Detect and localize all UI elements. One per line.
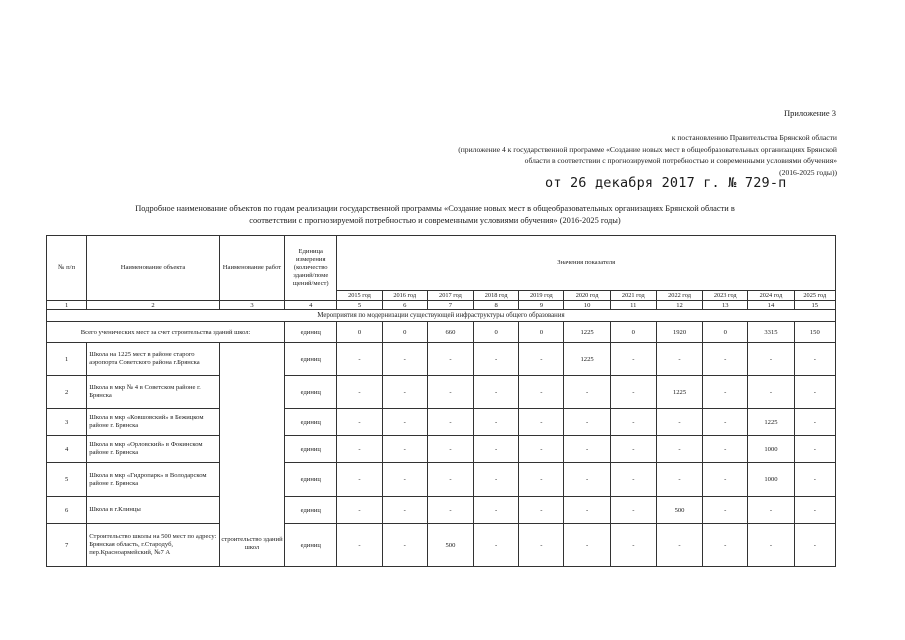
- table-row: [47, 497, 836, 524]
- value-cell: -: [610, 343, 656, 376]
- total-value: 1920: [656, 322, 702, 343]
- value-cell: -: [703, 463, 748, 497]
- column-number: 10: [564, 301, 610, 310]
- column-number: 3: [219, 301, 284, 310]
- total-value: 0: [610, 322, 656, 343]
- value-cell: -: [656, 436, 702, 463]
- title-line: соответствии с прогнозируемой потребностью и современными условиями обучения» (2016-2025 годы): [249, 215, 621, 225]
- header-row: [47, 236, 836, 291]
- object-name: Школа в мкр «Орловский» в Фокинском районе г. Брянска: [87, 436, 220, 463]
- value-cell: -: [337, 376, 382, 409]
- year-header: 2016 год: [382, 291, 427, 301]
- value-cell: -: [794, 436, 835, 463]
- works-name-merged: строительство зданий школ: [219, 343, 284, 567]
- value-cell: -: [427, 436, 473, 463]
- object-name: Школа в мкр «Ковшовский» в Бежицком районе г. Брянска: [87, 409, 220, 436]
- year-header: 2020 год: [564, 291, 610, 301]
- table-row: [47, 524, 836, 567]
- value-cell: -: [337, 497, 382, 524]
- value-cell: -: [703, 343, 748, 376]
- value-cell: -: [564, 409, 610, 436]
- value-cell: -: [748, 497, 794, 524]
- year-header: 2025 год: [794, 291, 835, 301]
- value-cell: -: [564, 524, 610, 567]
- value-cell: -: [794, 463, 835, 497]
- total-value: 0: [474, 322, 519, 343]
- table-row: [47, 376, 836, 409]
- row-number: 2: [47, 376, 87, 409]
- value-cell: -: [337, 343, 382, 376]
- column-number: 15: [794, 301, 835, 310]
- value-cell: -: [474, 436, 519, 463]
- value-cell: -: [748, 343, 794, 376]
- value-cell: -: [656, 409, 702, 436]
- value-cell: -: [382, 376, 427, 409]
- value-cell: -: [382, 343, 427, 376]
- unit-cell: единиц: [285, 343, 337, 376]
- value-cell: 1225: [564, 343, 610, 376]
- value-cell: -: [382, 409, 427, 436]
- value-cell: -: [794, 376, 835, 409]
- decree-date-stamp: от 26 декабря 2017 г. № 729-п: [545, 175, 787, 191]
- value-cell: -: [748, 376, 794, 409]
- value-cell: -: [519, 497, 564, 524]
- value-cell: -: [610, 436, 656, 463]
- value-cell: -: [382, 436, 427, 463]
- column-number: 13: [703, 301, 748, 310]
- value-cell: -: [474, 497, 519, 524]
- value-cell: -: [474, 409, 519, 436]
- row-number: 7: [47, 524, 87, 567]
- value-cell: -: [703, 436, 748, 463]
- objects-table: [46, 235, 836, 567]
- object-name: Строительство школы на 500 мест по адресу: Брянская область, г.Стародуб, пер.Красноармейский, №7 А: [87, 524, 220, 567]
- unit-cell: единиц: [285, 436, 337, 463]
- document-title: [40, 203, 830, 226]
- year-header: 2024 год: [748, 291, 794, 301]
- resolution-reference: [357, 132, 837, 178]
- header-num: № п/п: [47, 236, 87, 301]
- object-name: Школа в мкр «Гидропарк» в Володарском районе г. Брянска: [87, 463, 220, 497]
- value-cell: -: [794, 409, 835, 436]
- value-cell: -: [427, 409, 473, 436]
- resolution-line: области в соответствии с прогнозируемой потребностью и современными условиями обучения»: [524, 156, 837, 165]
- value-cell: -: [656, 463, 702, 497]
- value-cell: -: [519, 376, 564, 409]
- column-number: 11: [610, 301, 656, 310]
- value-cell: -: [382, 463, 427, 497]
- total-unit: единиц: [285, 322, 337, 343]
- resolution-line: (приложение 4 к государственной программе «Создание новых мест в общеобразовательных организациях Брянской: [458, 144, 837, 154]
- value-cell: -: [337, 524, 382, 567]
- value-cell: -: [610, 376, 656, 409]
- header-values: Значения показателя: [337, 236, 836, 291]
- value-cell: -: [610, 463, 656, 497]
- unit-cell: единиц: [285, 376, 337, 409]
- total-label: Всего ученических мест за счет строительства зданий школ:: [47, 322, 285, 343]
- resolution-line: (2016-2025 годы)): [779, 167, 837, 177]
- value-cell: -: [564, 376, 610, 409]
- value-cell: -: [427, 463, 473, 497]
- value-cell: -: [564, 497, 610, 524]
- row-number: 1: [47, 343, 87, 376]
- value-cell: -: [656, 343, 702, 376]
- year-header: 2023 год: [703, 291, 748, 301]
- total-row: [47, 322, 836, 343]
- header-works: Наименование работ: [219, 236, 284, 301]
- value-cell: -: [519, 436, 564, 463]
- value-cell: 1225: [748, 409, 794, 436]
- total-value: 0: [337, 322, 382, 343]
- table-row: [47, 343, 836, 376]
- value-cell: -: [337, 436, 382, 463]
- value-cell: -: [703, 409, 748, 436]
- value-cell: -: [519, 463, 564, 497]
- column-number: 1: [47, 301, 87, 310]
- unit-cell: единиц: [285, 497, 337, 524]
- section-title: Мероприятия по модернизации существующей инфраструктуры общего образования: [47, 310, 836, 322]
- header-unit: Единица измерения (количество зданий/поме щений/мест): [285, 236, 337, 301]
- row-number: 5: [47, 463, 87, 497]
- total-value: 150: [794, 322, 835, 343]
- row-number: 6: [47, 497, 87, 524]
- year-header: 2019 год: [519, 291, 564, 301]
- section-row: [47, 310, 836, 322]
- value-cell: -: [794, 497, 835, 524]
- value-cell: -: [519, 409, 564, 436]
- column-number-row: [47, 301, 836, 310]
- value-cell: -: [474, 376, 519, 409]
- value-cell: -: [337, 409, 382, 436]
- header-object: Наименование объекта: [87, 236, 220, 301]
- object-name: Школа на 1225 мест в районе старого аэропорта Советского района г.Брянска: [87, 343, 220, 376]
- value-cell: -: [703, 524, 748, 567]
- table-row: [47, 436, 836, 463]
- unit-cell: единиц: [285, 409, 337, 436]
- column-number: 14: [748, 301, 794, 310]
- table-row: [47, 463, 836, 497]
- value-cell: -: [427, 343, 473, 376]
- value-cell: -: [427, 497, 473, 524]
- column-number: 9: [519, 301, 564, 310]
- column-number: 8: [474, 301, 519, 310]
- value-cell: 500: [656, 497, 702, 524]
- value-cell: 1000: [748, 436, 794, 463]
- value-cell: -: [610, 497, 656, 524]
- value-cell: -: [656, 524, 702, 567]
- value-cell: -: [474, 343, 519, 376]
- value-cell: -: [794, 343, 835, 376]
- year-header: 2021 год: [610, 291, 656, 301]
- year-header: 2017 год: [427, 291, 473, 301]
- value-cell: -: [748, 524, 794, 567]
- value-cell: -: [382, 497, 427, 524]
- column-number: 4: [285, 301, 337, 310]
- column-number: 6: [382, 301, 427, 310]
- value-cell: -: [610, 524, 656, 567]
- title-line: Подробное наименование объектов по годам реализации государственной программы «Создание новых мест в общеобразовательных организациях Брянской области в: [135, 204, 735, 213]
- value-cell: -: [427, 376, 473, 409]
- total-value: 0: [382, 322, 427, 343]
- year-header: 2022 год: [656, 291, 702, 301]
- total-value: 3315: [748, 322, 794, 343]
- row-number: 4: [47, 436, 87, 463]
- value-cell: 500: [427, 524, 473, 567]
- column-number: 7: [427, 301, 473, 310]
- value-cell: -: [519, 524, 564, 567]
- value-cell: -: [337, 463, 382, 497]
- total-value: 0: [703, 322, 748, 343]
- object-name: Школа в мкр № 4 в Советском районе г. Брянска: [87, 376, 220, 409]
- unit-cell: единиц: [285, 524, 337, 567]
- year-header: 2018 год: [474, 291, 519, 301]
- column-number: 2: [87, 301, 220, 310]
- object-name: Школа в г.Клинцы: [87, 497, 220, 524]
- column-number: 5: [337, 301, 382, 310]
- appendix-label: Приложение 3: [784, 108, 836, 118]
- value-cell: -: [382, 524, 427, 567]
- column-number: 12: [656, 301, 702, 310]
- value-cell: -: [610, 409, 656, 436]
- total-value: 1225: [564, 322, 610, 343]
- year-header: 2015 год: [337, 291, 382, 301]
- value-cell: -: [474, 463, 519, 497]
- value-cell: -: [519, 343, 564, 376]
- value-cell: 1225: [656, 376, 702, 409]
- value-cell: -: [703, 497, 748, 524]
- row-number: 3: [47, 409, 87, 436]
- table-row: [47, 409, 836, 436]
- value-cell: -: [703, 376, 748, 409]
- total-value: 660: [427, 322, 473, 343]
- value-cell: -: [564, 463, 610, 497]
- resolution-line: к постановлению Правительства Брянской области: [671, 133, 837, 142]
- unit-cell: единиц: [285, 463, 337, 497]
- value-cell: 1000: [748, 463, 794, 497]
- total-value: 0: [519, 322, 564, 343]
- value-cell: -: [794, 524, 835, 567]
- value-cell: -: [474, 524, 519, 567]
- value-cell: -: [564, 436, 610, 463]
